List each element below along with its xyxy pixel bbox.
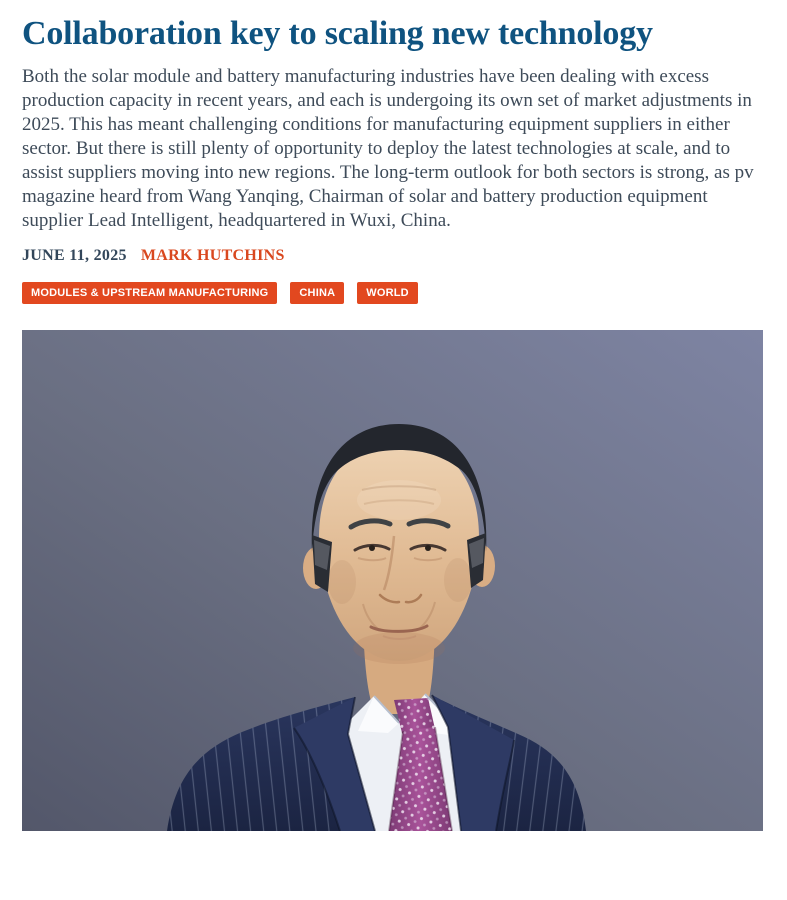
tag-list	[22, 282, 763, 304]
article-lede: Both the solar module and battery manufacturing industries have been dealing with excess production capacity in recent years, and each is undergoing its own set of market adjustments in 2025. This has meant challenging conditions for manufacturing equipment suppliers in either sector. But there is still plenty of opportunity to deploy the latest technologies at scale, and to assist suppliers moving into new regions. The long-term outlook for both sectors is strong, as pv magazine heard from Wang Yanqing, Chairman of solar and battery production equipment supplier Lead Intelligent, headquartered in Wuxi, China.	[22, 66, 754, 232]
tag-world[interactable]: WORLD	[357, 282, 418, 304]
article-date: JUNE 11, 2025	[22, 247, 127, 264]
article-title: Collaboration key to scaling new technology	[22, 15, 653, 52]
article-meta	[22, 247, 763, 265]
featured-image	[22, 330, 763, 831]
article-page	[0, 14, 787, 841]
article	[22, 14, 763, 831]
portrait-photo	[22, 330, 763, 831]
author-link[interactable]: MARK HUTCHINS	[140, 247, 285, 264]
tag-china[interactable]: CHINA	[290, 282, 344, 304]
tag-modules-upstream-manufacturing[interactable]: MODULES & UPSTREAM MANUFACTURING	[22, 282, 277, 304]
